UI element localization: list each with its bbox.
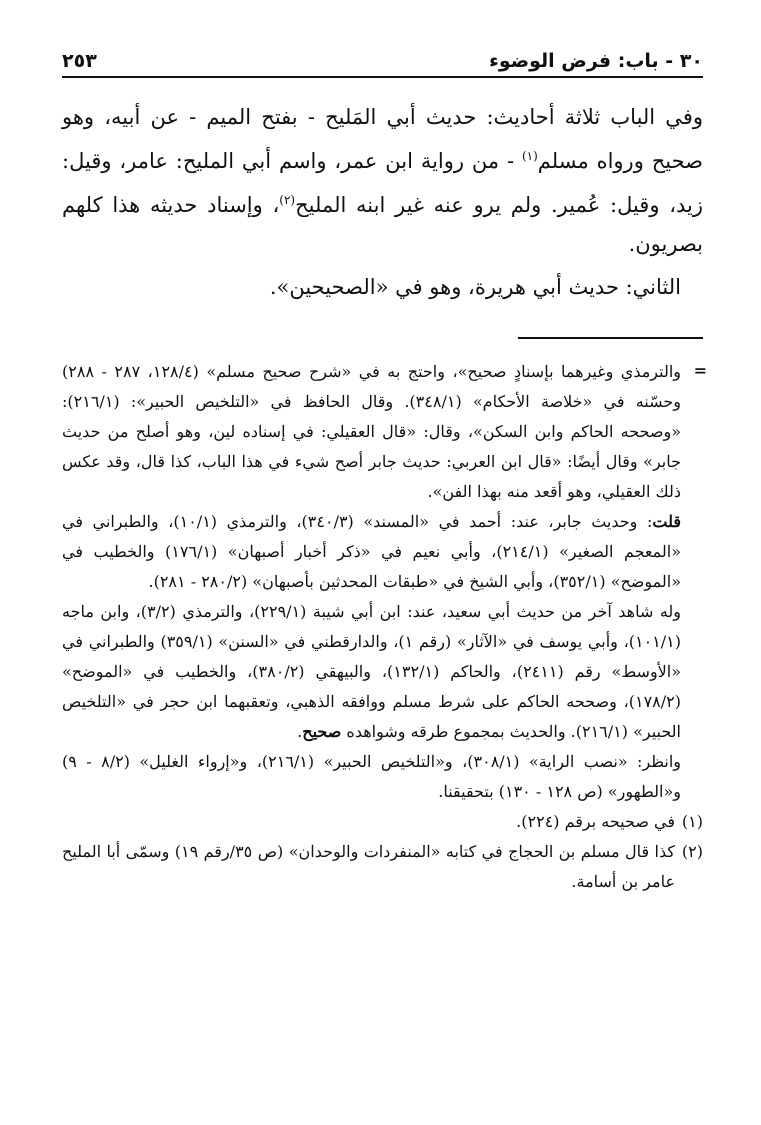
note-paragraph-3 [62, 597, 681, 747]
text-run: وفي الباب ثلاثة أحاديث: حديث أبي المَليح - بفتح الميم - عن أبيه، وهو صحيح ورواه مسلم [62, 105, 703, 173]
main-paragraph-2: الثاني: حديث أبي هريرة، وهو في «الصحيحين». [269, 275, 681, 299]
footnote-text: في صحيحه برقم (٢٢٤). [516, 812, 675, 831]
main-text [62, 98, 703, 307]
footnote-ref-2[interactable]: (٢) [279, 193, 296, 207]
text-run: ، وإسناد حديثه هذا كلهم بصريون. [62, 193, 703, 256]
note-paragraph-2 [62, 507, 681, 597]
main-paragraph-1 [62, 98, 703, 264]
page-number: ٢٥٣ [62, 50, 97, 72]
note-bold-word: صحيح [302, 722, 342, 741]
footnote-text: كذا قال مسلم بن الحجاج في كتابه «المنفردات والوحدان» (ص ٣٥/رقم ١٩) وسمّى أبا المليح عامر بن أسامة. [62, 842, 676, 891]
text-run: - من رواية ابن عمر، واسم أبي المليح: عامر، وقيل: زيد، وقيل: عُمير. ولم يرو عنه غير ابنه المليح [62, 149, 703, 217]
text-run: وله شاهد آخر من حديث أبي سعيد، عند: ابن أبي شيبة (٢٢٩/١)، والترمذي (٣/٢)، وابن ماجه (١٠١/١)، وأبي يوسف في «الآثار» (رقم ١)، والدارقطني في «السنن» (٣٥٩/١) والطبراني في «الأوسط» رقم (٢٤١١)، والحاكم (١٣٢/١)، والبيهقي (٣٨٠/٢)، والخطيب في «الموضح» (١٧٨/٢)، وصححه الحاكم على شرط مسلم ووافقه الذهبي، وتعقبهما ابن حجر في «التلخيص الحبير» (٢١٦/١). والحديث بمجموع طرقه وشواهده [62, 602, 682, 741]
chapter-title: ٣٠ - باب: فرض الوضوء [489, 50, 703, 72]
footnote-number: (٢) [681, 842, 703, 861]
note-paragraph-4: وانظر: «نصب الراية» (٣٠٨/١)، و«التلخيص الحبير» (٢١٦/١)، و«إرواء الغليل» (٨/٢ - ٩) و«الطهور» (ص ١٢٨ - ١٣٠) بتحقيقنا. [62, 752, 682, 801]
footnote-divider [518, 337, 703, 339]
page-header [62, 38, 703, 78]
footnotes-section [62, 357, 707, 897]
footnote-number: (١) [681, 812, 703, 831]
footnote-2 [62, 837, 703, 897]
footnote-ref-1[interactable]: (١) [521, 149, 538, 163]
page [62, 38, 707, 1105]
footnote-1 [62, 807, 703, 837]
note-paragraph-1: والترمذي وغيرهما بإسنادٍ صحيح»، واحتج به في «شرح صحيح مسلم» (١٢٨/٤، ٢٨٧ - ٢٨٨) وحسّنه في «خلاصة الأحكام» (٣٤٨/١). وقال الحافظ في «التلخيص الحبير»: (٢١٦/١): «وصححه الحاكم وابن السكن»، وقال: «قال العقيلي: في إسناده لين، وهو أصلح من حديث جابر» وقال أيضًا: «قال ابن العربي: حديث جابر أصح شيء في هذا الباب، كذا قال، وقد عكس ذلك العقيلي، وهو أقعد منه بهذا الفن». [62, 362, 682, 501]
text-run: . [297, 722, 303, 741]
text-run: : وحديث جابر، عند: أحمد في «المسند» (٣٤٠/٣)، والترمذي (١٠/١)، والطبراني في «المعجم الصغير» (٢١٤/١)، وأبي نعيم في «ذكر أخبار أصبهان» (١٧٦/١) والخطيب في «الموضح» (٣٥٢/١)، وأبي الشيخ في «طبقات المحدثين بأصبهان» (٢٨٠/٢ - ٢٨١). [62, 512, 682, 591]
note-keyword: قلت [652, 512, 682, 531]
continuation-mark: = [693, 361, 707, 380]
continued-note [62, 357, 707, 807]
